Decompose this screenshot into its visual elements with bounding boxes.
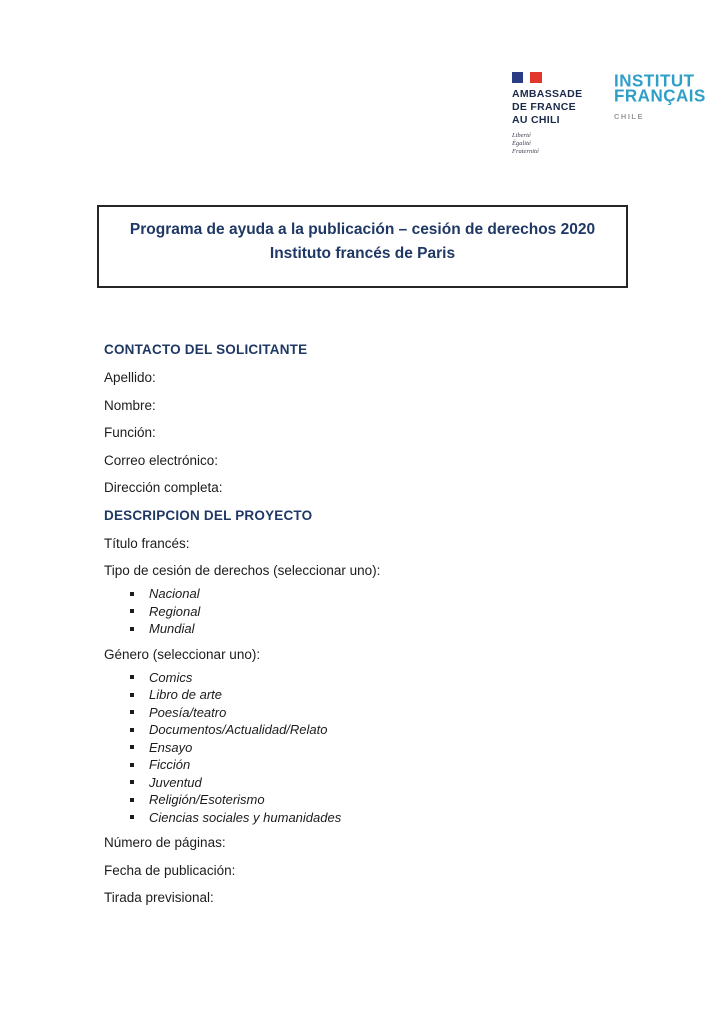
genre-option: Religión/Esoterismo — [149, 792, 265, 808]
square-bullet-icon — [130, 693, 134, 697]
square-bullet-icon — [130, 745, 134, 749]
document-title-line1: Programa de ayuda a la publicación – cesión de derechos 2020 — [129, 220, 596, 238]
embassy-name — [512, 88, 594, 127]
square-bullet-icon — [130, 609, 134, 613]
embassy-logo — [512, 72, 594, 156]
institut-logo-country: CHILE — [614, 112, 644, 121]
list-item — [104, 809, 668, 827]
french-flag-icon — [512, 72, 542, 83]
embassy-name-line: AMBASSADE — [512, 88, 583, 100]
document-title-line2: Instituto francés de Paris — [269, 244, 456, 262]
square-bullet-icon — [130, 592, 134, 596]
embassy-name-line: AU CHILI — [512, 114, 560, 126]
rights-option: Mundial — [149, 621, 195, 637]
list-item — [104, 686, 668, 704]
title-box — [97, 205, 628, 288]
rights-options-list — [104, 585, 668, 638]
square-bullet-icon — [130, 627, 134, 631]
field-label-tirada-previsional: Tirada previsional: — [104, 890, 214, 905]
field-label-correo: Correo electrónico: — [104, 452, 219, 468]
institut-logo-line: FRANÇAIS — [614, 85, 706, 106]
list-item — [104, 739, 668, 757]
institut-logo-line: INSTITUT — [614, 70, 695, 91]
list-item — [104, 585, 668, 603]
list-item — [104, 774, 668, 792]
genre-option: Juventud — [149, 774, 202, 790]
list-item — [104, 756, 668, 774]
genre-option: Ensayo — [149, 739, 193, 755]
square-bullet-icon — [130, 675, 134, 679]
list-item — [104, 721, 668, 739]
motto-line: Fraternité — [512, 148, 539, 155]
square-bullet-icon — [130, 780, 134, 784]
genre-option: Poesía/teatro — [149, 704, 227, 720]
field-label-funcion: Función: — [104, 425, 156, 440]
genre-option: Ciencias sociales y humanidades — [149, 809, 342, 825]
header-logos — [512, 72, 706, 156]
genre-option: Libro de arte — [149, 687, 222, 703]
list-item — [104, 704, 668, 722]
square-bullet-icon — [130, 798, 134, 802]
list-item — [104, 620, 668, 638]
field-label-titulo-frances: Título francés: — [104, 535, 190, 551]
motto-line: Égalité — [512, 140, 531, 147]
list-item — [104, 669, 668, 687]
list-item — [104, 791, 668, 809]
list-item — [104, 603, 668, 621]
genre-options-list — [104, 669, 668, 827]
motto-line: Liberté — [512, 132, 531, 139]
field-label-fecha-publicacion: Fecha de publicación: — [104, 862, 236, 878]
genre-option: Comics — [149, 669, 193, 685]
group-label-genero: Género (seleccionar uno): — [104, 646, 261, 662]
field-label-apellido: Apellido: — [104, 370, 156, 385]
section-heading-contact: CONTACTO DEL SOLICITANTE — [104, 342, 308, 357]
square-bullet-icon — [130, 815, 134, 819]
embassy-name-line: DE FRANCE — [512, 101, 576, 113]
institut-francais-logo — [614, 72, 706, 121]
form-body — [104, 342, 668, 918]
square-bullet-icon — [130, 710, 134, 714]
field-label-numero-paginas: Número de páginas: — [104, 835, 226, 850]
rights-option: Regional — [149, 603, 201, 619]
section-heading-proyecto: DESCRIPCION DEL PROYECTO — [104, 507, 313, 523]
embassy-motto — [512, 132, 594, 156]
genre-option: Ficción — [149, 757, 191, 773]
genre-option: Documentos/Actualidad/Relato — [149, 722, 328, 738]
field-label-direccion: Dirección completa: — [104, 480, 223, 495]
group-label-tipo-cesion: Tipo de cesión de derechos (seleccionar uno): — [104, 563, 381, 578]
square-bullet-icon — [130, 763, 134, 767]
square-bullet-icon — [130, 728, 134, 732]
field-label-nombre: Nombre: — [104, 397, 156, 413]
rights-option: Nacional — [149, 586, 200, 602]
